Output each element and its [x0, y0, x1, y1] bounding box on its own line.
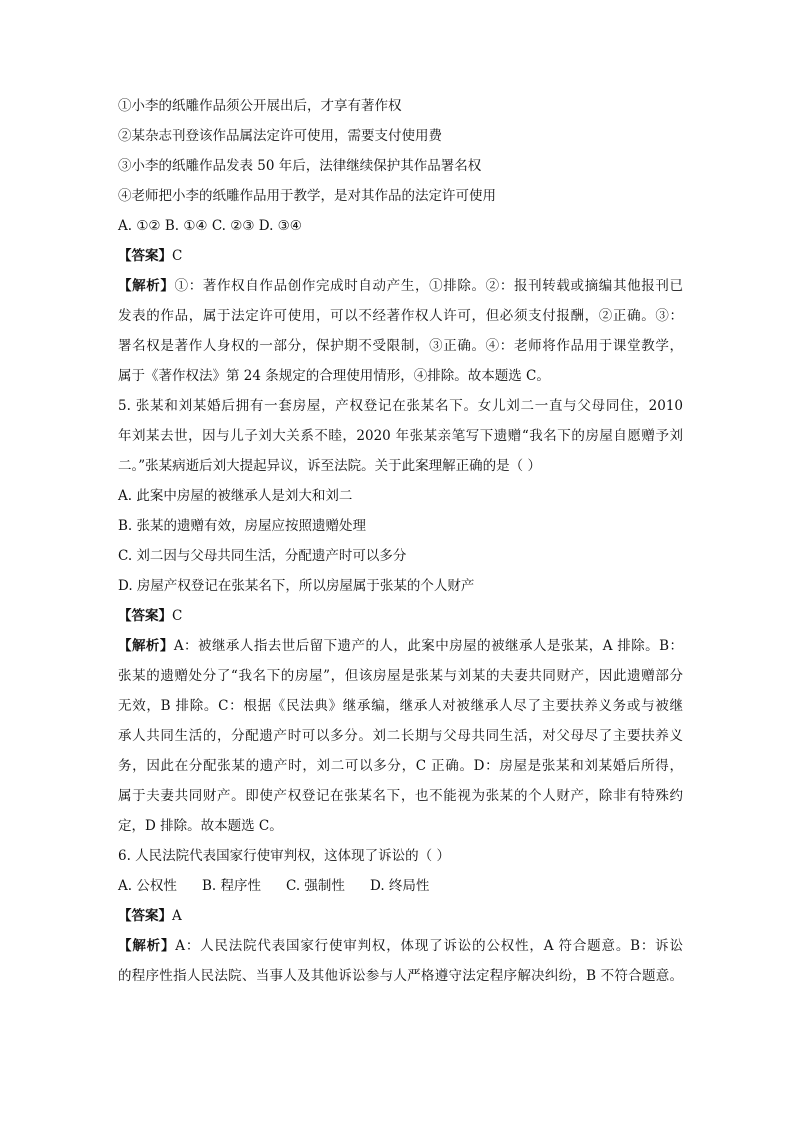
q4-analysis-line-3: 署名权是著作人身权的一部分，保护期不受限制，③正确。④：老师将作品用于课堂教学， [118, 338, 683, 354]
q4-analysis-line-2: 发表的作品，属于法定许可使用，可以不经著作权人许可，但必须支付报酬，②正确。③： [118, 308, 683, 324]
q5-option-d: D. 房屋产权登记在张某名下，所以房屋属于张某的个人财产 [118, 578, 475, 594]
analysis-text: A：人民法院代表国家行使审判权，体现了诉讼的公权性，A 符合题意。B：诉讼 [175, 938, 683, 954]
q6-analysis-line-1 [118, 936, 683, 956]
q6-answer [118, 906, 683, 926]
analysis-tag: 【解析】 [118, 938, 176, 954]
q4-analysis-line-1 [118, 276, 683, 296]
answer-value: C [172, 248, 183, 264]
q5-analysis-line-5: 务，因此在分配张某的遗产时，刘二可以多分，C 正确。D：房屋是张某和刘某婚后所得， [118, 758, 683, 774]
q4-statement-1: ①小李的纸雕作品须公开展出后，才享有著作权 [118, 98, 402, 114]
q6-stem: 6. 人民法院代表国家行使审判权，这体现了诉讼的（ ） [118, 848, 450, 864]
analysis-text: ①：著作权自作品创作完成时自动产生，①排除。②：报刊转载或摘编其他报刊已 [174, 278, 684, 294]
q6-option-b: B. 程序性 [202, 878, 262, 894]
q6-options [118, 876, 683, 896]
analysis-text: A：被继承人指去世后留下遗产的人，此案中房屋的被继承人是张某，A 排除。B： [173, 638, 683, 654]
q4-statement-3: ③小李的纸雕作品发表 50 年后，法律继续保护其作品署名权 [118, 158, 482, 174]
q4-statement-2: ②某杂志刊登该作品属法定许可使用，需要支付使用费 [118, 128, 442, 144]
q4-options: A. ①② B. ①④ C. ②③ D. ③④ [118, 218, 302, 234]
q6-option-d: D. 终局性 [370, 878, 430, 894]
q5-analysis-line-6: 属于夫妻共同财产。即使产权登记在张某名下，也不能视为张某的个人财产，除非有特殊约 [118, 788, 683, 804]
q6-option-c: C. 强制性 [286, 878, 345, 894]
q5-option-c: C. 刘二因与父母共同生活，分配遗产时可以多分 [118, 548, 407, 564]
q5-analysis-line-2: 张某的遗赠处分了“我名下的房屋”，但该房屋是张某与刘某的夫妻共同财产，因此遗赠部分 [118, 668, 683, 684]
q4-answer [118, 246, 683, 266]
analysis-tag: 【解析】 [118, 278, 175, 294]
q5-analysis-line-3: 无效，B 排除。C：根据《民法典》继承编，继承人对被继承人尽了主要扶养义务或与被继 [118, 698, 683, 714]
q6-analysis-line-2: 的程序性指人民法院、当事人及其他诉讼参与人严格遵守法定程序解决纠纷，B 不符合题意。 [118, 968, 683, 984]
answer-tag: 【答案】 [118, 908, 172, 924]
answer-tag: 【答案】 [118, 608, 172, 624]
analysis-tag: 【解析】 [118, 638, 174, 654]
q5-analysis-line-7: 定，D 排除。故本题选 C。 [118, 818, 283, 834]
q5-stem-line-2: 年刘某去世，因与儿子刘大关系不睦，2020 年张某亲笔写下遗赠“我名下的房屋自愿赠予刘 [118, 428, 683, 444]
answer-value: C [172, 608, 183, 624]
document-page [118, 96, 683, 996]
answer-tag: 【答案】 [118, 248, 172, 264]
q4-statement-4: ④老师把小李的纸雕作品用于教学，是对其作品的法定许可使用 [118, 188, 496, 204]
q4-analysis-line-4: 属于《著作权法》第 24 条规定的合理使用情形，④排除。故本题选 C。 [118, 368, 550, 384]
q5-stem-line-1: 5. 张某和刘某婚后拥有一套房屋，产权登记在张某名下。女儿刘二一直与父母同住，2010 [118, 398, 683, 414]
q5-stem-line-3: 二。”张某病逝后刘大提起异议，诉至法院。关于此案理解正确的是（ ） [118, 458, 541, 474]
q5-answer [118, 606, 683, 626]
q5-analysis-line-1 [118, 636, 683, 656]
answer-value: A [172, 908, 182, 924]
q5-analysis-line-4: 承人共同生活的，分配遗产时可以多分。刘二长期与父母共同生活，对父母尽了主要扶养义 [118, 728, 683, 744]
q6-option-a: A. 公权性 [118, 878, 177, 894]
q5-option-b: B. 张某的遗赠有效，房屋应按照遗赠处理 [118, 518, 367, 534]
q5-option-a: A. 此案中房屋的被继承人是刘大和刘二 [118, 488, 353, 504]
